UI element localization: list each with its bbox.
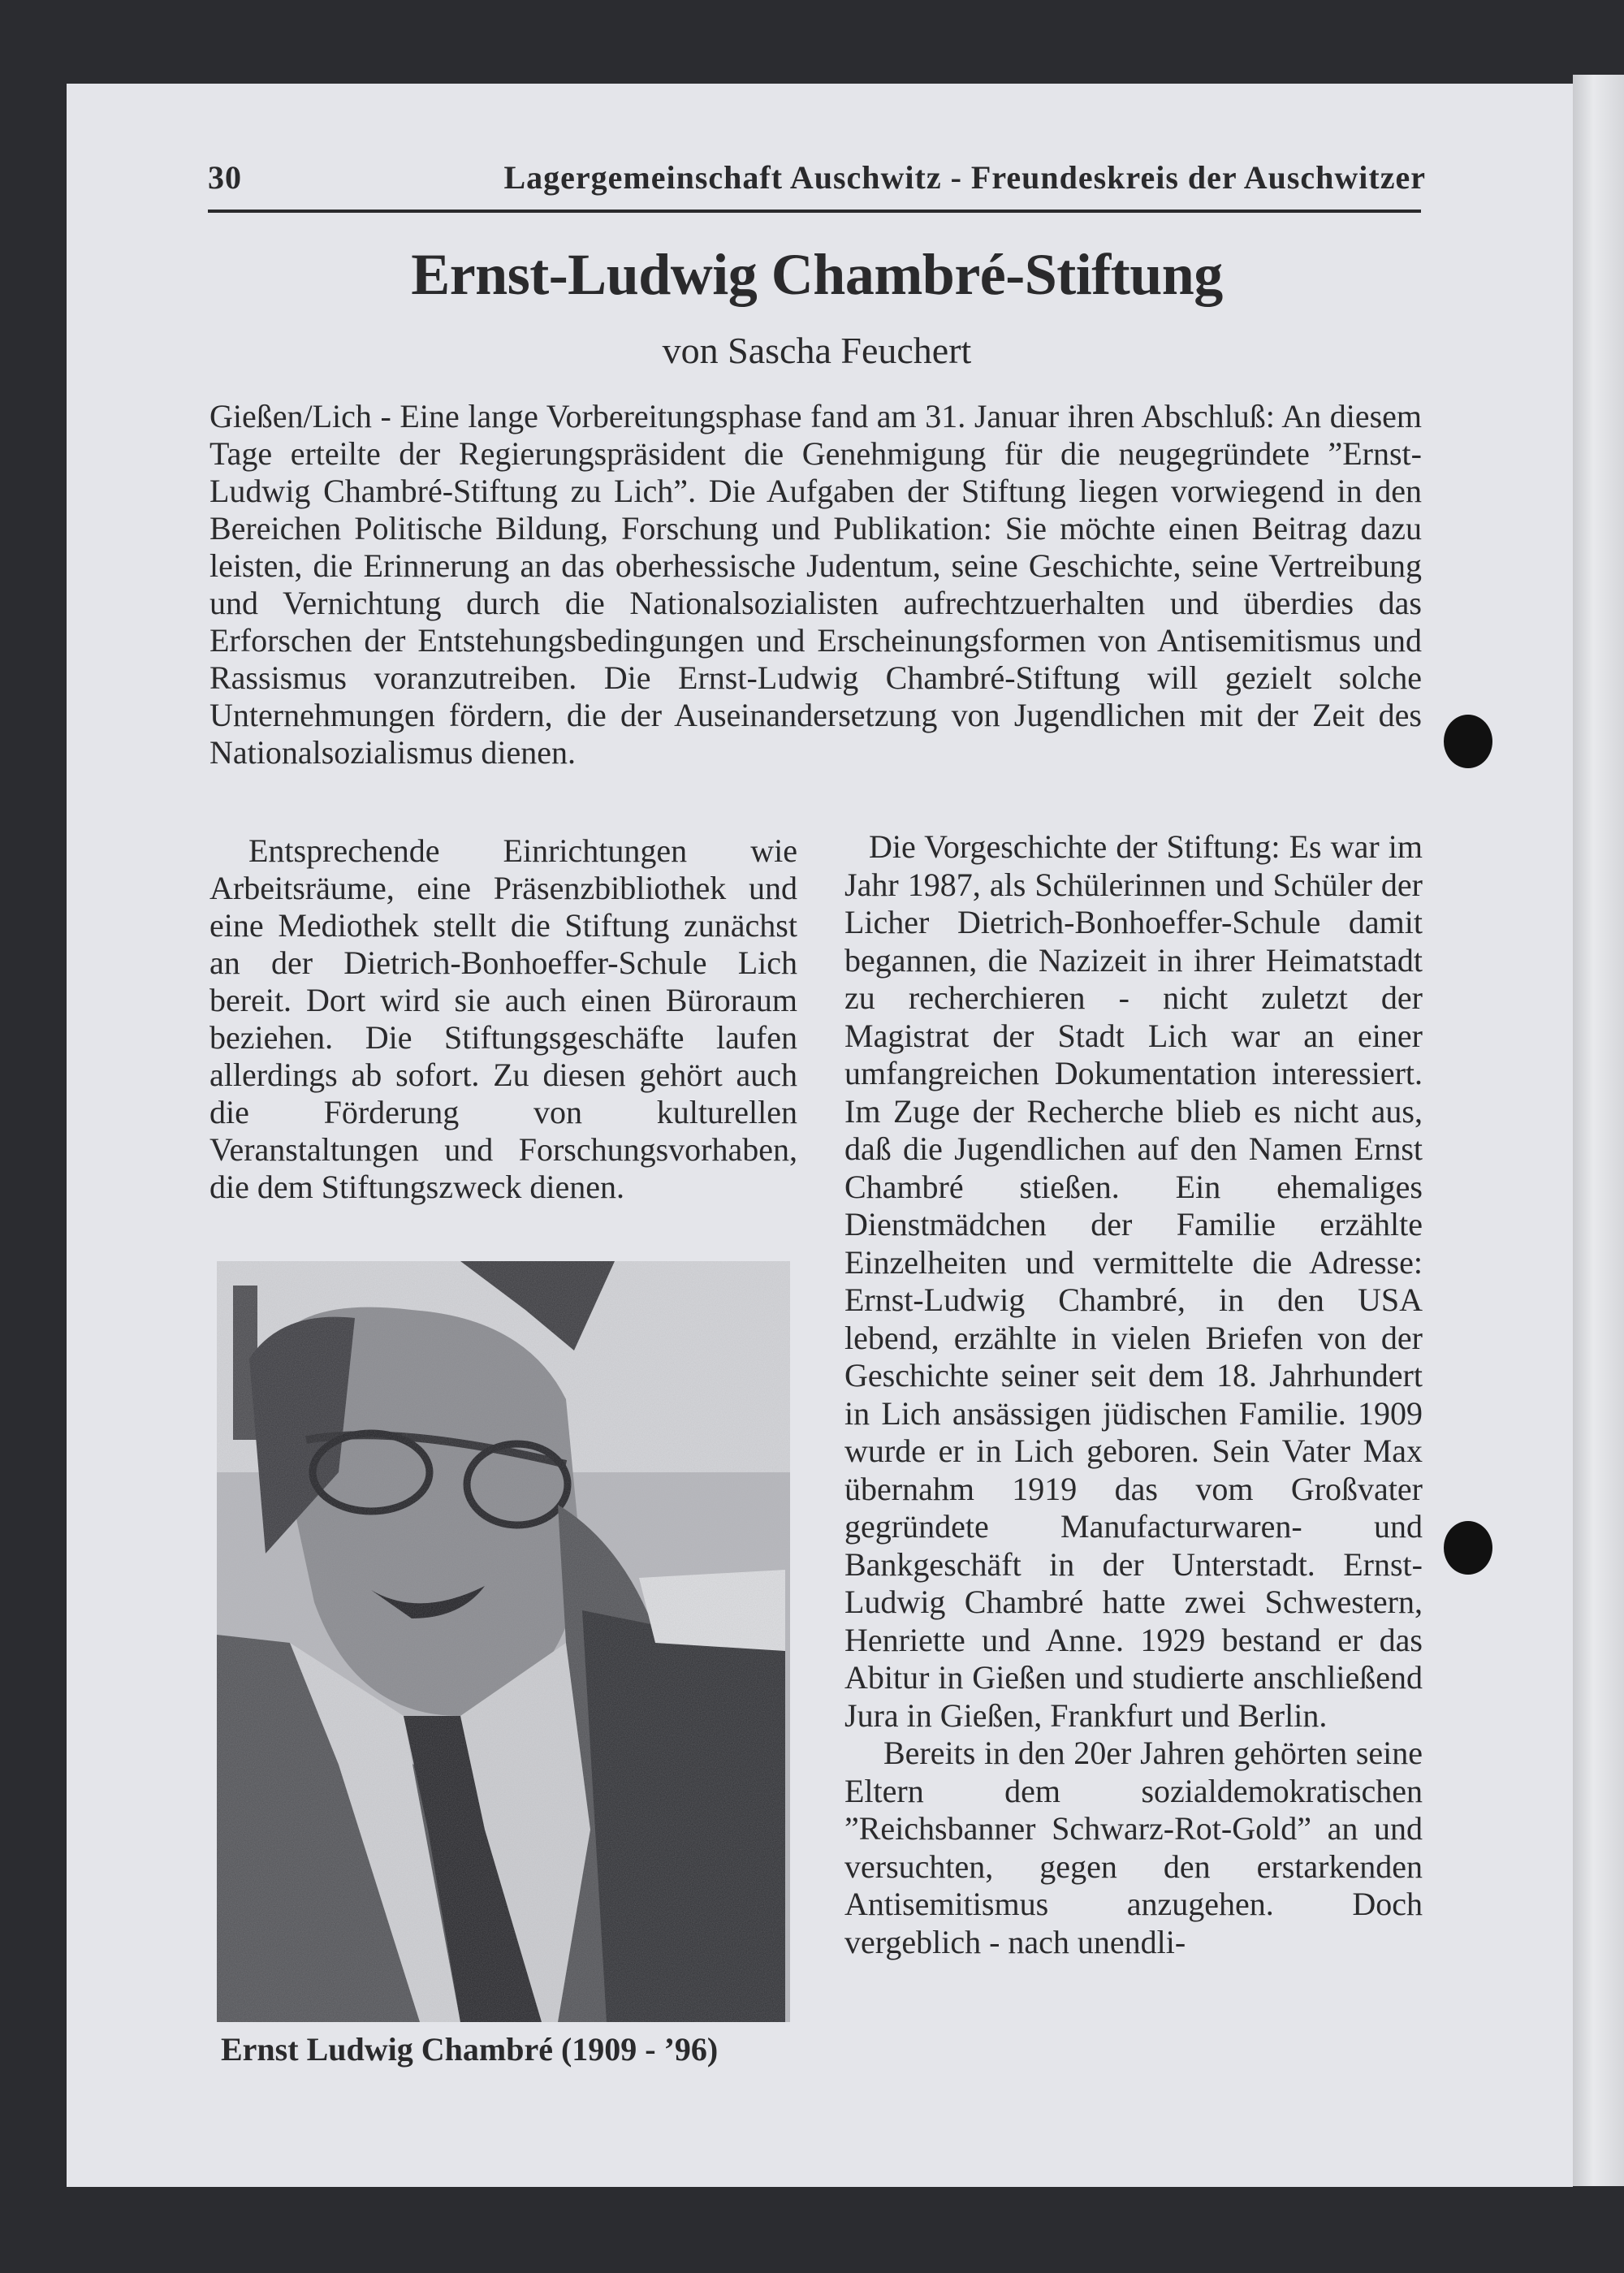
punch-hole-lower xyxy=(1444,1521,1492,1575)
portrait-illustration xyxy=(217,1261,790,2022)
portrait-photo xyxy=(217,1261,790,2022)
adjacent-page-edge xyxy=(1573,75,1624,2186)
header-rule xyxy=(208,210,1421,213)
article-byline: von Sascha Feuchert xyxy=(662,330,972,371)
page-number: 30 xyxy=(208,159,242,196)
publication-title: Lagergemeinschaft Auschwitz - Freundeskreis der Auschwitzer xyxy=(503,159,1426,196)
punch-hole-upper xyxy=(1444,715,1492,768)
right-column-paragraph-1: Die Vorgeschichte der Stiftung: Es war im Jahr 1987, als Schülerinnen und Schüler der Licher Dietrich-Bonhoeffer-Schule damit begannen, die Nazizeit in ihrer Heimatstadt zu recherchieren - nicht zuletzt der Magistrat der Stadt Lich war an einer umfangreichen Dokumentation interessiert. Im Zuge der Recherche blieb es nicht aus, daß die Jugendlichen auf den Namen Ernst Chambré stießen. Ein ehemaliges Dienstmädchen der Familie erzählte Einzelheiten und vermittelte die Adresse: Ernst-Ludwig Chambré, in den USA lebend, erzählte in vielen Briefen von der Geschichte seiner seit dem 18. Jahrhundert in Lich ansässigen jüdischen Familie. 1909 wurde er in Lich geboren. Sein Vater Max übernahm 1919 das vom Großvater gegründete Manufacturwaren- und Bankgeschäft in der Unterstadt. Ernst-Ludwig Chambré hatte zwei Schwestern, Henriette und Anne. 1929 bestand er das Abitur in Gießen und studierte anschließend Jura in Gießen, Frankfurt und Berlin. xyxy=(844,828,1423,1734)
right-column-paragraph-2: Bereits in den 20er Jahren gehörten seine Eltern dem sozialdemokratischen ”Reichsbanner Schwarz-Rot-Gold” an und versuchten, gegen den erstarkenden Antisemitismus anzugehen. Doch vergeblich - nach unendli- xyxy=(844,1735,1423,1960)
running-header xyxy=(208,158,1426,199)
right-column-text xyxy=(844,828,1423,1961)
left-column-text xyxy=(209,832,797,1206)
intro-paragraph: Gießen/Lich - Eine lange Vorbereitungsphase fand am 31. Januar ihren Abschluß: An diesem Tage erteilte der Regierungspräsident die Genehmigung für die neugegründete ”Ernst-Ludwig Chambré-Stiftung zu Lich”. Die Aufgaben der Stiftung liegen vorwiegend in den Bereichen Politische Bildung, Forschung und Publikation: Sie möchte einen Beitrag dazu leisten, die Erinnerung an das oberhessische Judentum, seine Geschichte, seine Vertreibung und Vernichtung durch die Nationalsozialisten aufrechtzuerhalten und überdies das Erforschen der Entstehungsbedingungen und Erscheinungsformen von Antisemitismus und Rassismus voranzutreiben. Die Ernst-Ludwig Chambré-Stiftung will gezielt solche Unternehmungen fördern, die der Auseinandersetzung von Jugendlichen mit der Zeit des Nationalsozialismus dienen. xyxy=(209,398,1422,771)
photo-caption: Ernst Ludwig Chambré (1909 - ’96) xyxy=(221,2031,719,2068)
left-column-paragraph: Entsprechende Einrichtungen wie Arbeitsräume, eine Präsenzbibliothek und eine Mediothek stellt die Stiftung zunächst an der Dietrich-Bonhoeffer-Schule Lich bereit. Dort wird sie auch einen Büroraum beziehen. Die Stiftungsgeschäfte laufen allerdings ab sofort. Zu diesen gehört auch die Förderung von kulturellen Veranstaltungen und Forschungsvorhaben, die dem Stiftungszweck dienen. xyxy=(209,832,797,1205)
article-title: Ernst-Ludwig Chambré-Stiftung xyxy=(411,242,1223,307)
